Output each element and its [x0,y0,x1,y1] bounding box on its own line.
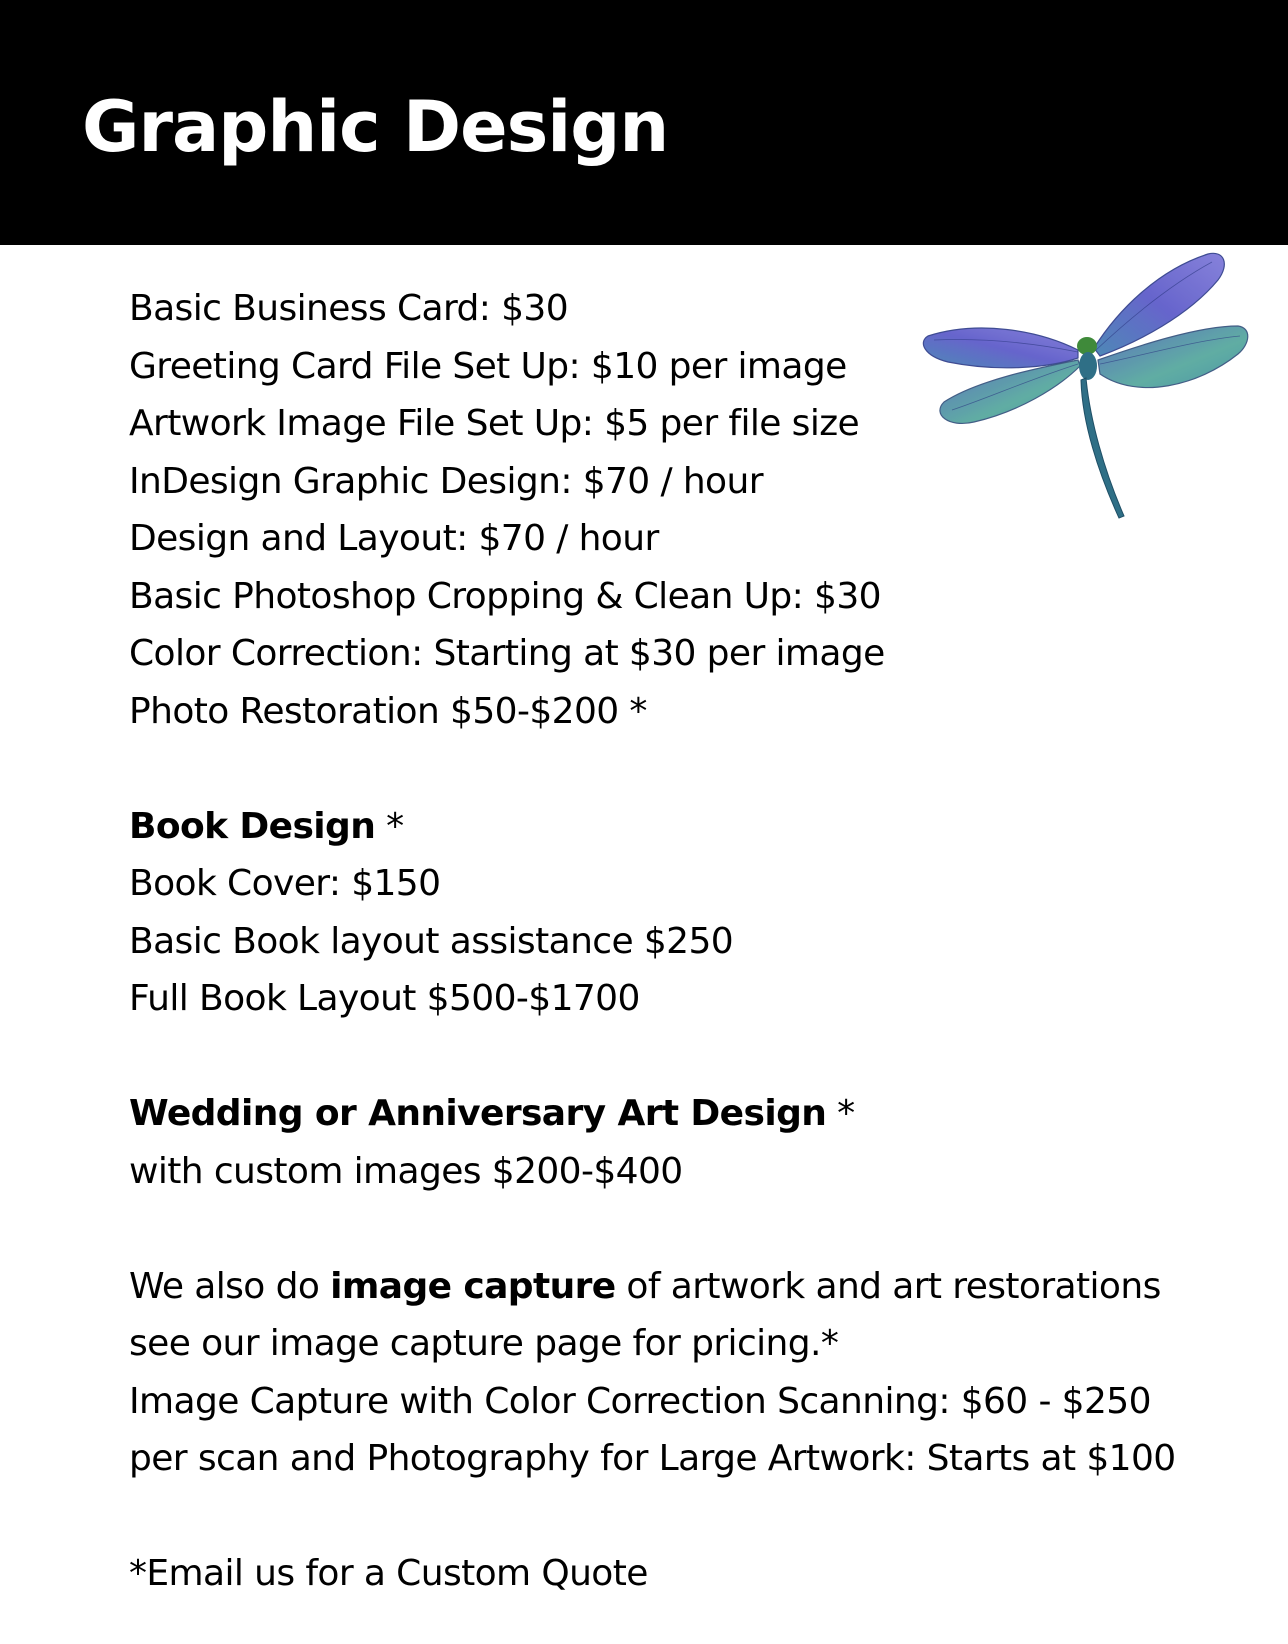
book-design-heading [129,798,1249,856]
service-item-photo-restoration: Photo Restoration $50-$200 * [129,690,647,732]
book-design-marker: * [375,805,404,847]
spacer [129,740,1249,798]
service-item-greeting-card: Greeting Card File Set Up: $10 per image [129,345,847,387]
book-item-full-layout: Full Book Layout $500-$1700 [129,978,640,1019]
footer-note: *Email us for a Custom Quote [129,1553,648,1594]
spacer [129,1028,1249,1086]
image-capture-line-1 [129,1258,1249,1316]
service-item-artwork-file: Artwork Image File Set Up: $5 per file size [129,403,860,444]
price-list [129,280,1249,1603]
service-item-design-layout: Design and Layout: $70 / hour [129,518,659,559]
image-capture-line-2: see our image capture page for pricing.* [129,1323,839,1364]
header-banner [0,0,1288,245]
image-capture-suffix: of artwork and art restorations [615,1265,1161,1307]
service-item-business-card: Basic Business Card: $30 [129,288,569,329]
image-capture-bold: image capture [330,1265,616,1307]
wedding-marker: * [826,1093,855,1134]
wedding-detail: with custom images $200-$400 [129,1150,683,1192]
book-item-cover: Book Cover: $150 [129,863,441,904]
wedding-title: Wedding or Anniversary Art Design [129,1093,827,1134]
spacer [129,1200,1249,1258]
service-item-color-correction: Color Correction: Starting at $30 per image [129,633,885,674]
wedding-heading [129,1085,1249,1143]
image-capture-line-3: Image Capture with Color Correction Scanning: $60 - $250 [129,1380,1151,1422]
image-capture-line-4: per scan and Photography for Large Artwork: Starts at $100 [129,1438,1176,1479]
book-design-title: Book Design [129,805,376,847]
spacer [129,1488,1249,1546]
book-item-basic-layout: Basic Book layout assistance $250 [129,920,734,962]
page-title: Graphic Design [82,86,669,168]
service-item-indesign: InDesign Graphic Design: $70 / hour [129,460,763,502]
service-item-photoshop: Basic Photoshop Cropping & Clean Up: $30 [129,575,881,617]
image-capture-prefix: We also do [129,1265,331,1307]
